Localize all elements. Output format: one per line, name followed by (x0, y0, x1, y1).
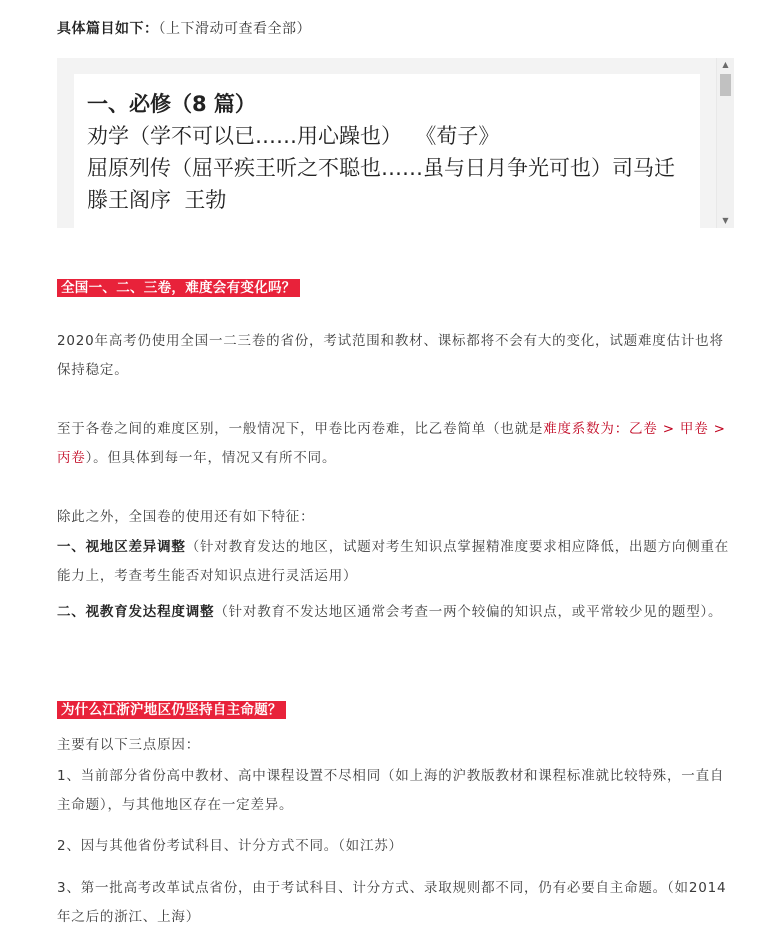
reason-item: 3、第一批高考改革试点省份，由于考试科目、计分方式、录取规则都不同，仍有必要自主命题。（如2014年之后的浙江、上海） (57, 880, 727, 925)
reason-item: 1、当前部分省份高中教材、高中课程设置不尽相同（如上海的沪教版教材和课程标准就比较特殊，一直自主命题），与其他地区存在一定差异。 (57, 768, 725, 813)
vertical-scrollbar[interactable] (716, 58, 734, 228)
article-list-scrollbox[interactable] (57, 58, 734, 228)
paragraph: 2020年高考仍使用全国一二三卷的省份，考试范围和教材、课标都将不会有大的变化，试题难度估计也将保持稳定。 (57, 333, 724, 378)
paragraph (57, 415, 737, 473)
intro-line (57, 18, 311, 40)
scrollbox-content-panel (74, 74, 700, 228)
section-tag (57, 699, 286, 720)
list-item: 劝学（学不可以已……用心躁也） 《荀子》 (87, 124, 500, 148)
section-tag (57, 277, 300, 298)
list-heading: 一、必修（8 篇） (87, 92, 256, 116)
paragraph: 除此之外，全国卷的使用还有如下特征： (57, 509, 315, 525)
paragraph-text: ）。但具体到每一年，情况又有所不同。 (85, 450, 337, 466)
feature-desc: （针对教育不发达地区通常会考查一两个较偏的知识点，或平常较少见的题型）。 (214, 604, 723, 620)
intro-hint: （上下滑动可查看全部） (158, 21, 311, 37)
feature-item (57, 533, 737, 591)
feature-title: 二、视教育发达程度调整 (57, 604, 215, 620)
list-item: 滕王阁序 王勃 (87, 188, 227, 212)
intro-label: 具体篇目如下： (57, 21, 159, 37)
paragraph: 主要有以下三点原因： (57, 737, 200, 753)
section-tag-label: 全国一、二、三卷，难度会有变化吗？ (57, 279, 300, 297)
feature-desc: （针对教育发达的地区，试题对考生知识点掌握精准度要求相应降低，出题方向侧重在能力上，考查考生能否对知识点进行灵活运用） (57, 539, 730, 584)
scroll-down-arrow-icon[interactable]: ▼ (722, 216, 729, 225)
scroll-up-arrow-icon[interactable]: ▲ (722, 60, 729, 69)
feature-item (57, 598, 737, 627)
paragraph-text: 至于各卷之间的难度区别，一般情况下，甲卷比丙卷难，比乙卷简单（也就是 (57, 421, 544, 437)
section-tag-label: 为什么江浙沪地区仍坚持自主命题？ (57, 701, 286, 719)
scroll-content (87, 88, 692, 216)
difficulty-highlight: 难度系数为：乙卷 > 甲卷 >丙卷 (57, 421, 726, 466)
feature-title: 一、视地区差异调整 (57, 539, 186, 555)
scroll-thumb[interactable] (720, 74, 731, 96)
list-item: 屈原列传（屈平疾王听之不聪也……虽与日月争光可也）司马迁 (87, 156, 675, 180)
reason-item: 2、因与其他省份考试科目、计分方式不同。（如江苏） (57, 838, 403, 854)
